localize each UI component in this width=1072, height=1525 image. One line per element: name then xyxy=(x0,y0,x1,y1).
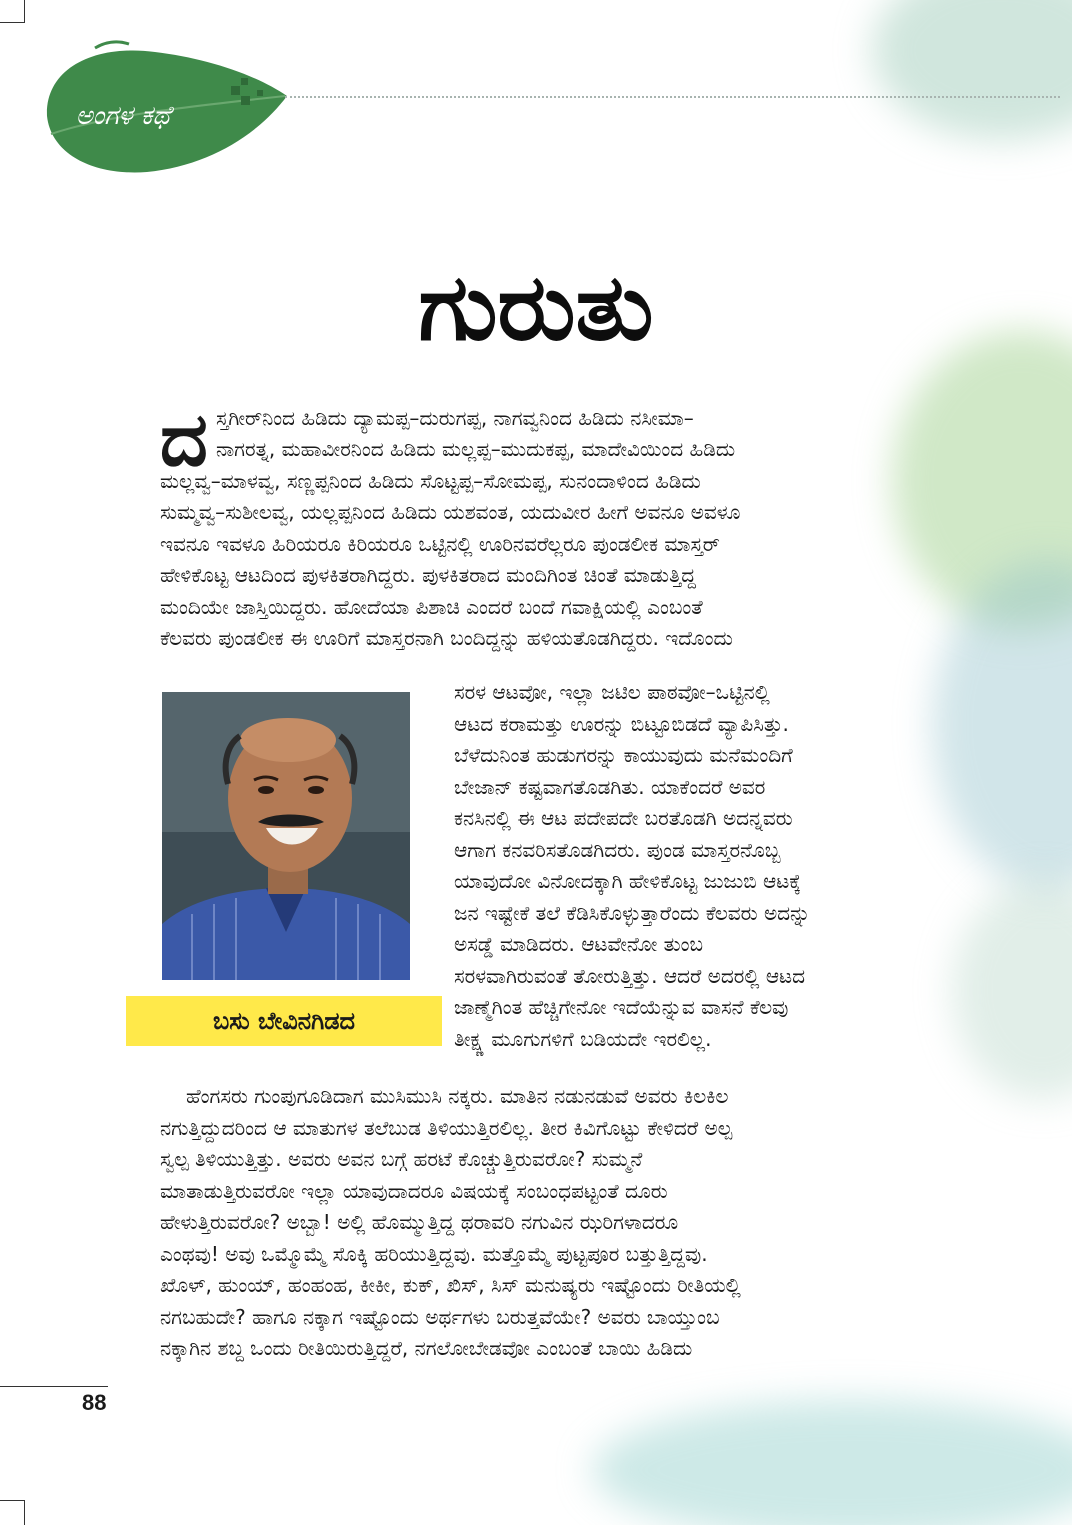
column-line: ಅಸಡ್ಡೆ ಮಾಡಿದರು. ಆಟವೇನೋ ತುಂಬ xyxy=(454,932,704,956)
page-number-rule xyxy=(0,1386,108,1387)
crop-mark xyxy=(0,22,25,23)
body-line: ಎಂಥವು! ಅವು ಒಮ್ಮೊಮ್ಮೆ ಸೊಕ್ಕಿ ಹರಿಯುತ್ತಿದ್ದವು. ಮತ್ತೊಮ್ಮೆ ಪುಟ್ಟಪೂರ ಬತ್ತುತ್ತಿದ್ದವು. xyxy=(160,1242,708,1266)
column-line: ಬೆಳೆದುನಿಂತ ಹುಡುಗರನ್ನು ಕಾಯುವುದು ಮನೆಮಂದಿಗೆ xyxy=(454,743,793,767)
column-line: ಬೇಜಾನ್ ಕಷ್ಟವಾಗತೊಡಗಿತು. ಯಾಕೆಂದರೆ ಅವರ xyxy=(454,775,766,799)
body-line: ಸ್ವಲ್ಪ ತಿಳಿಯುತ್ತಿತ್ತು. ಅವರು ಅವನ ಬಗ್ಗೆ ಹರಟೆ ಕೊಚ್ಚುತ್ತಿರುವರೋ? ಸುಮ್ಮನೆ xyxy=(160,1147,643,1171)
body-line: ನಗಬಹುದೇ? ಹಾಗೂ ನಕ್ಕಾಗ ಇಷ್ಟೊಂದು ಅರ್ಥಗಳು ಬರುತ್ತವೆಯೇ? ಅವರು ಬಾಯ್ತುಂಬ xyxy=(160,1305,720,1329)
watercolor-wash xyxy=(592,1400,1072,1525)
body-line: ಹೇಳುತ್ತಿರುವರೋ? ಅಬ್ಬಾ! ಅಲ್ಲಿ ಹೊಮ್ಮುತ್ತಿದ್ದ ಥರಾವರಿ ನಗುವಿನ ಝರಿಗಳಾದರೂ xyxy=(160,1210,679,1234)
watercolor-wash xyxy=(872,0,1072,140)
body-line: ನಾಗರತ್ನ, ಮಹಾವೀರನಿಂದ ಹಿಡಿದು ಮಲ್ಲಪ್ಪ–ಮುದುಕಪ್ಪ, ಮಾದೇವಿಯಿಂದ ಹಿಡಿದು xyxy=(216,437,736,461)
column-line: ಯಾವುದೋ ವಿನೋದಕ್ಕಾಗಿ ಹೇಳಿಕೊಟ್ಟ ಜುಜುಬಿ ಆಟಕ್ಕೆ xyxy=(454,869,801,893)
author-name-box xyxy=(126,996,442,1046)
crop-mark xyxy=(24,1500,25,1525)
page-number: 88 xyxy=(82,1390,107,1415)
crop-mark xyxy=(24,0,25,22)
body-line: ಹೆಂಗಸರು ಗುಂಪುಗೂಡಿದಾಗ ಮುಸಿಮುಸಿ ನಕ್ಕರು. ಮಾತಿನ ನಡುನಡುವೆ ಅವರು ಕಿಲಕಿಲ xyxy=(186,1084,729,1108)
body-line: ಮಂದಿಯೇ ಜಾಸ್ತಿಯಿದ್ದರು. ಹೋದೆಯಾ ಪಿಶಾಚಿ ಎಂದರೆ ಬಂದೆ ಗವಾಕ್ಷಿಯಲ್ಲಿ ಎಂಬಂತೆ xyxy=(160,595,703,619)
column-line: ಆಟದ ಕರಾಮತ್ತು ಊರನ್ನು ಬಿಟ್ಟೂಬಿಡದೆ ವ್ಯಾಪಿಸಿತ್ತು. xyxy=(454,712,789,736)
watercolor-wash xyxy=(952,880,1072,1100)
column-line: ಸರಳ ಆಟವೋ, ಇಲ್ಲಾ ಜಟಿಲ ಪಾಠವೋ–ಒಟ್ಟಿನಲ್ಲಿ xyxy=(454,680,770,704)
column-line: ಜನ ಇಷ್ಟೇಕೆ ತಲೆ ಕೆಡಿಸಿಕೊಳ್ಳುತ್ತಾರೆಂದು ಕೆಲವರು ಅದನ್ನು xyxy=(454,901,811,925)
body-line: ಸುಮ್ಮವ್ವ–ಸುಶೀಲವ್ವ, ಯಲ್ಲಪ್ಪನಿಂದ ಹಿಡಿದು ಯಶವಂತ, ಯದುವೀರ ಹೀಗೆ ಅವನೂ ಅವಳೂ xyxy=(160,500,741,524)
body-line: ಮಾತಾಡುತ್ತಿರುವರೋ ಇಲ್ಲಾ ಯಾವುದಾದರೂ ವಿಷಯಕ್ಕೆ ಸಂಬಂಧಪಟ್ಟಂತೆ ದೂರು xyxy=(160,1179,668,1203)
header-dotted-rule xyxy=(285,96,1060,98)
body-line: ಖೊಳ್, ಹುಂಯ್, ಹಂಹಂಹ, ಕೀಕೀ, ಕುಕ್, ಖಿಸ್, ಸಿಸ್ ಮನುಷ್ಯರು ಇಷ್ಟೊಂದು ರೀತಿಯಲ್ಲಿ xyxy=(160,1273,741,1297)
author-photo xyxy=(162,692,410,980)
column-line: ತೀಕ್ಷ್ಣ ಮೂಗುಗಳಿಗೆ ಬಡಿಯದೇ ಇರಲಿಲ್ಲ. xyxy=(454,1027,712,1051)
body-line: ಕೆಲವರು ಪುಂಡಲೀಕ ಈ ಊರಿಗೆ ಮಾಸ್ತರನಾಗಿ ಬಂದಿದ್ದನ್ನು ಹಳಿಯತೊಡಗಿದ್ದರು. ಇದೊಂದು xyxy=(160,626,733,650)
column-line: ಕನಸಿನಲ್ಲಿ ಈ ಆಟ ಪದೇಪದೇ ಬರತೊಡಗಿ ಅದನ್ನವರು xyxy=(454,806,793,830)
crop-mark xyxy=(0,1500,25,1501)
body-line: ಇವನೂ ಇವಳೂ ಹಿರಿಯರೂ ಕಿರಿಯರೂ ಒಟ್ಟಿನಲ್ಲಿ ಊರಿನವರೆಲ್ಲರೂ ಪುಂಡಲೀಕ ಮಾಸ್ತರ್ xyxy=(160,532,720,556)
column-line: ಆಗಾಗ ಕನವರಿಸತೊಡಗಿದರು. ಪುಂಡ ಮಾಸ್ತರನೊಬ್ಬ xyxy=(454,838,781,862)
column-line: ಜಾಣ್ಮೆಗಿಂತ ಹೆಚ್ಚಿಗೇನೋ ಇದೆಯೆನ್ನುವ ವಾಸನೆ ಕೆಲವು xyxy=(454,995,789,1019)
body-line: ಮಲ್ಲವ್ವ–ಮಾಳವ್ವ, ಸಣ್ಣಪ್ಪನಿಂದ ಹಿಡಿದು ಸೊಟ್ಟಪ್ಪ–ಸೋಮಪ್ಪ, ಸುನಂದಾಳಿಂದ ಹಿಡಿದು xyxy=(160,469,701,493)
section-logo-text: ಅಂಗಳ ಕಥೆ xyxy=(75,101,171,131)
author-name: ಬಸು ಬೇವಿನಗಿಡದ xyxy=(213,1007,355,1035)
section-leaf-logo xyxy=(35,38,295,178)
column-line: ಸರಳವಾಗಿರುವಂತೆ ತೋರುತ್ತಿತ್ತು. ಆದರೆ ಅದರಲ್ಲಿ ಆಟದ xyxy=(454,964,806,988)
drop-cap: ದ xyxy=(160,397,208,483)
body-line: ನಗುತ್ತಿದ್ದುದರಿಂದ ಆ ಮಾತುಗಳ ತಲೆಬುಡ ತಿಳಿಯುತ್ತಿರಲಿಲ್ಲ. ತೀರ ಕಿವಿಗೊಟ್ಟು ಕೇಳಿದರೆ ಅಲ್ಪ xyxy=(160,1116,733,1140)
story-title: ಗುರುತು xyxy=(418,254,654,361)
body-line: ಹೇಳಿಕೊಟ್ಟ ಆಟದಿಂದ ಪುಳಕಿತರಾಗಿದ್ದರು. ಪುಳಕಿತರಾದ ಮಂದಿಗಿಂತ ಚಿಂತೆ ಮಾಡುತ್ತಿದ್ದ xyxy=(160,563,696,587)
body-line: ನಕ್ಕಾಗಿನ ಶಬ್ದ ಒಂದು ರೀತಿಯಿರುತ್ತಿದ್ದರೆ, ನಗಲೋಬೇಡವೋ ಎಂಬಂತೆ ಬಾಯಿ ಹಿಡಿದು xyxy=(160,1336,693,1360)
watercolor-wash xyxy=(932,560,1072,890)
body-line: ಸ್ತಗೀರ್‌ನಿಂದ ಹಿಡಿದು ದ್ಯಾಮಪ್ಪ–ದುರುಗಪ್ಪ, ನಾಗವ್ವನಿಂದ ಹಿಡಿದು ನಸೀಮಾ– xyxy=(216,406,694,430)
